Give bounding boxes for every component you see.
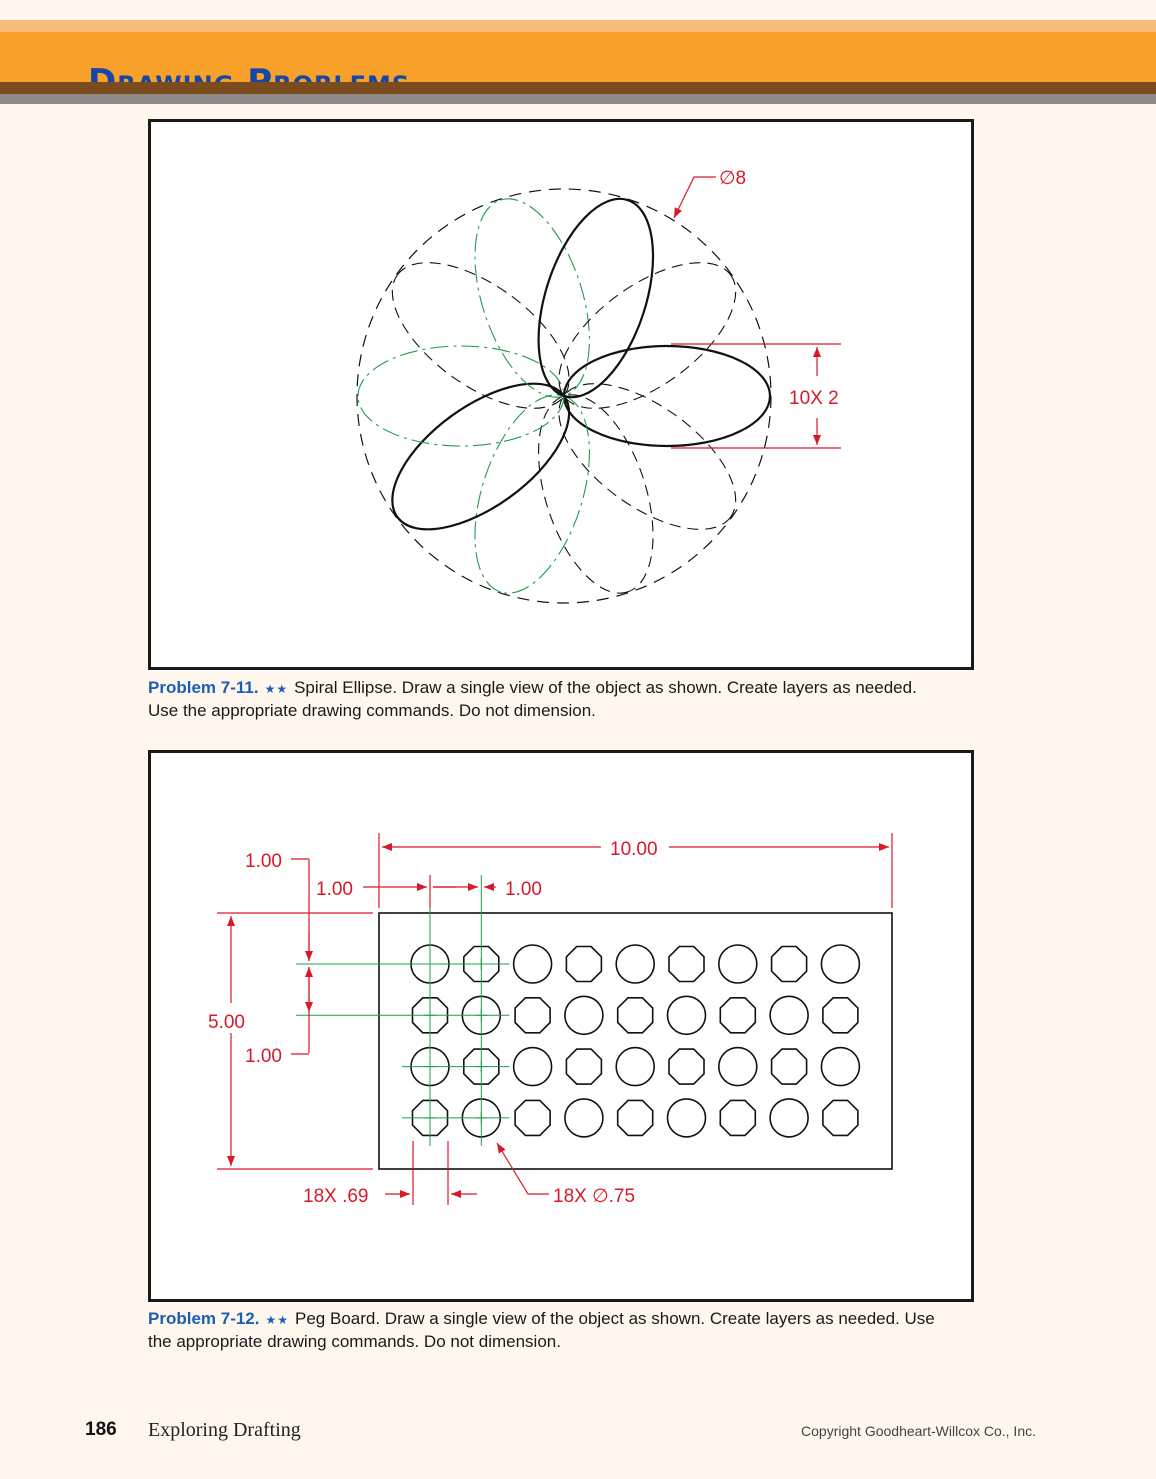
ellipse-count-label: 10X 2 xyxy=(789,388,839,409)
peg-hole-circle xyxy=(719,1048,757,1086)
width-label: 10.00 xyxy=(610,839,658,860)
peg-hole-circle xyxy=(616,945,654,983)
difficulty-stars: ★★ xyxy=(265,1313,290,1327)
peg-hole-octagon xyxy=(823,1100,858,1135)
caption-problem-7-12 xyxy=(148,1308,948,1353)
peg-hole-octagon xyxy=(720,998,755,1033)
peg-hole-octagon xyxy=(618,998,653,1033)
drawing-frame-peg-board xyxy=(148,750,974,1302)
peg-hole-octagon xyxy=(772,1049,807,1084)
book-title: Exploring Drafting xyxy=(148,1419,301,1441)
top-offset-label: 1.00 xyxy=(245,851,282,872)
petal-ellipse xyxy=(453,381,612,608)
hole-group xyxy=(411,945,859,1137)
caption-label: Problem 7-11. xyxy=(148,678,259,697)
circle-label: 18X ∅.75 xyxy=(553,1186,636,1207)
petal-ellipse xyxy=(453,185,612,412)
peg-hole-octagon xyxy=(669,1049,704,1084)
peg-hole-circle xyxy=(770,1099,808,1137)
difficulty-stars: ★★ xyxy=(264,682,289,696)
peg-hole-octagon xyxy=(515,1100,550,1135)
peg-hole-octagon xyxy=(515,998,550,1033)
peg-hole-circle xyxy=(668,996,706,1034)
height-label: 5.00 xyxy=(208,1012,245,1033)
peg-hole-octagon xyxy=(823,998,858,1033)
peg-hole-octagon xyxy=(618,1100,653,1135)
peg-hole-circle xyxy=(821,945,859,983)
spacing-label: 1.00 xyxy=(505,879,542,900)
left-offset-label: 1.00 xyxy=(316,879,353,900)
header-band-gray xyxy=(0,94,1156,104)
peg-board-outline xyxy=(379,913,892,1169)
peg-hole-circle xyxy=(514,945,552,983)
diameter-leader xyxy=(674,177,716,218)
peg-hole-octagon xyxy=(669,947,704,982)
header-band-dark xyxy=(0,82,1156,94)
peg-hole-circle xyxy=(565,1099,603,1137)
peg-hole-circle xyxy=(565,996,603,1034)
center-line-group xyxy=(296,875,509,1146)
peg-hole-circle xyxy=(616,1048,654,1086)
petal-ellipse xyxy=(564,346,770,446)
caption-label: Problem 7-12. xyxy=(148,1309,260,1328)
peg-hole-octagon xyxy=(772,947,807,982)
peg-hole-octagon xyxy=(720,1100,755,1135)
peg-board-drawing xyxy=(151,753,971,1299)
header-banner xyxy=(0,32,1156,82)
peg-hole-circle xyxy=(719,945,757,983)
peg-hole-circle xyxy=(821,1048,859,1086)
peg-hole-circle xyxy=(514,1048,552,1086)
vert-spacing-label: 1.00 xyxy=(245,1046,282,1067)
peg-hole-octagon xyxy=(566,1049,601,1084)
petal-ellipse xyxy=(358,346,564,446)
petal-ellipse xyxy=(516,185,675,412)
header-banner-light xyxy=(0,20,1156,32)
octagon-label: 18X .69 xyxy=(303,1186,369,1207)
caption-text: Peg Board. Draw a single view of the object as shown. Create layers as needed. Use the appropriate drawing commands. Do not dimension. xyxy=(148,1309,935,1351)
peg-hole-circle xyxy=(770,996,808,1034)
caption-text: Spiral Ellipse. Draw a single view of the object as shown. Create layers as needed. Use the appropriate drawing commands. Do not dimension. xyxy=(148,678,917,720)
peg-hole-octagon xyxy=(566,947,601,982)
caption-problem-7-11 xyxy=(148,677,948,722)
drawing-frame-spiral-ellipse xyxy=(148,119,974,670)
peg-hole-circle xyxy=(668,1099,706,1137)
petal-ellipse xyxy=(516,381,675,608)
spiral-ellipse-drawing xyxy=(151,122,971,667)
copyright: Copyright Goodheart-Willcox Co., Inc. xyxy=(801,1423,1036,1439)
diameter-label: ∅8 xyxy=(719,168,747,189)
page-number: 186 xyxy=(85,1419,117,1440)
